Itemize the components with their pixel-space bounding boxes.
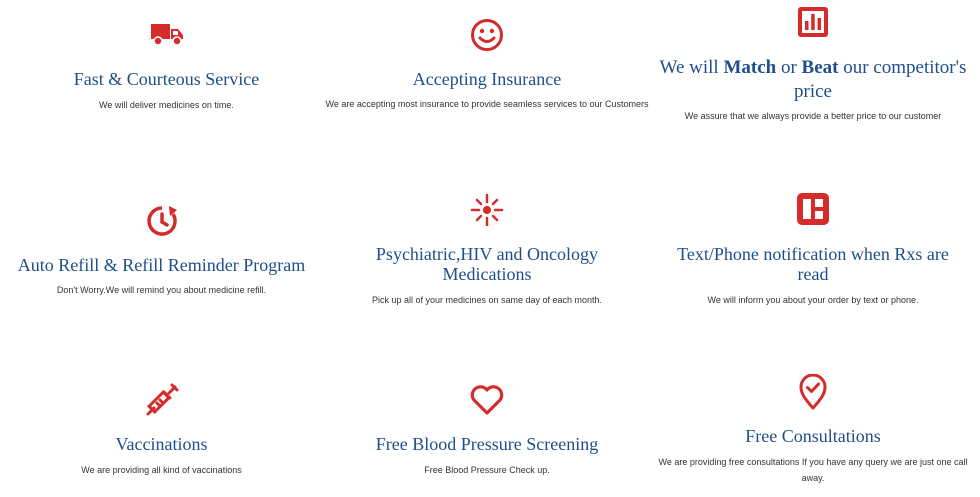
feature-title: Psychiatric,HIV and Oncology Medications (375, 244, 599, 284)
feature-vaccinations (0, 330, 323, 497)
feature-notifications (646, 160, 980, 330)
title-beat: Beat (801, 57, 839, 78)
feature-description: We will deliver medicines on time. (99, 100, 234, 110)
feature-auto-refill (0, 160, 323, 330)
feature-title: Free Consultations (745, 426, 881, 446)
feature-description: We assure that we always provide a better price to our customer (684, 111, 942, 121)
location-check-icon (798, 374, 828, 410)
feature-title: Accepting Insurance (412, 69, 562, 89)
feature-fast-courteous-service (0, 0, 333, 160)
feature-description: We are providing all kind of vaccinations (81, 465, 242, 475)
bar-chart-icon (796, 5, 830, 39)
feature-title: Vaccinations (115, 434, 208, 454)
dashboard-layout-icon (796, 192, 830, 226)
feature-title: Free Blood Pressure Screening (375, 434, 599, 454)
title-match: Match (723, 57, 777, 78)
feature-free-consultations (646, 330, 980, 497)
refresh-clock-icon (145, 204, 179, 238)
feature-accepting-insurance (320, 0, 654, 160)
title-text: We will (659, 57, 724, 78)
feature-specialty-medications (320, 160, 654, 330)
feature-description: We are providing free consultations If you have any query we are just one call away. (658, 457, 968, 483)
title-text: or (776, 57, 802, 78)
feature-description: Don't Worry.We will remind you about medicine refill. (56, 285, 267, 295)
feature-title: Fast & Courteous Service (73, 69, 260, 89)
syringe-icon (145, 383, 179, 417)
feature-price-match (646, 0, 980, 160)
heart-icon (470, 383, 504, 417)
sparkle-icon (470, 193, 504, 227)
feature-description: We are accepting most insurance to provide seamless services to our Customers (325, 99, 649, 109)
feature-blood-pressure-screening (320, 330, 654, 497)
feature-description: Free Blood Pressure Check up. (424, 465, 550, 475)
feature-title: Auto Refill & Refill Reminder Program (17, 255, 306, 275)
feature-description: We will inform you about your order by text or phone. (707, 295, 919, 305)
title-text: our competitor's price (794, 57, 967, 102)
feature-title (654, 56, 972, 104)
smiley-face-icon (470, 18, 504, 52)
feature-title: Text/Phone notification when Rxs are read (677, 244, 949, 284)
truck-icon (150, 21, 184, 47)
feature-description: Pick up all of your medicines on same day of each month. (371, 295, 603, 305)
